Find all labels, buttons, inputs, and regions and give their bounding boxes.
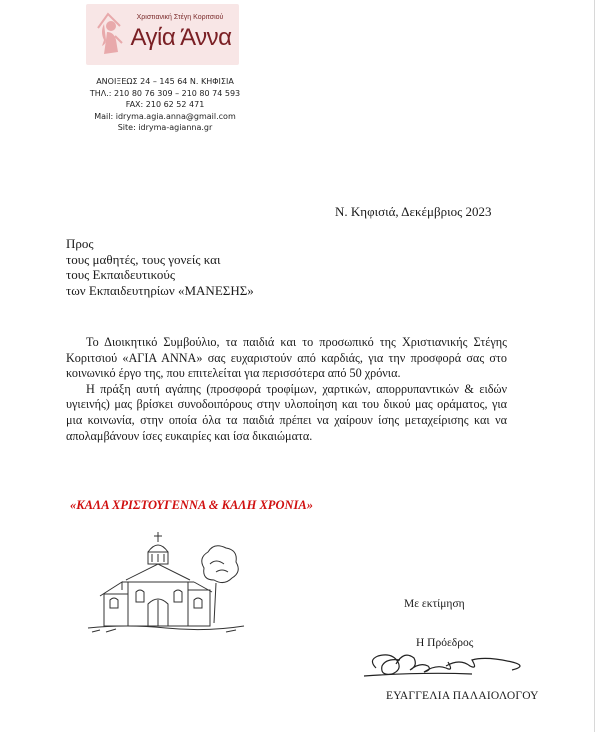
recipient-line: των Εκπαιδευτηρίων «ΜΑΝΕΣΗΣ»	[66, 282, 254, 298]
recipient-line: Προς	[66, 236, 94, 251]
signer-role: Η Πρόεδρος	[416, 637, 474, 649]
letter-body	[66, 335, 507, 444]
contact-mail: Mail: idryma.agia.anna@gmail.com	[94, 111, 236, 121]
signer-name: ΕΥΑΓΓΕΛΙΑ ΠΑΛΑΙΟΛΟΓΟΥ	[386, 690, 539, 702]
recipient-line: τους μαθητές, τους γονείς και	[66, 251, 221, 267]
handwritten-signature-icon	[362, 640, 532, 690]
organization-logo	[86, 4, 239, 65]
contact-site: Site: idryma-agianna.gr	[117, 123, 213, 133]
holiday-greeting: «ΚΑΛΑ ΧΡΙΣΤΟΥΓΕΝΝΑ & ΚΑΛΗ ΧΡΟΝΙΑ»	[70, 498, 313, 512]
recipient-line: τους Εκπαιδευτικούς	[66, 267, 176, 282]
contact-address: ΑΝΟΙΞΕΩΣ 24 – 145 64 Ν. ΚΗΦΙΣΙΑ	[96, 77, 234, 86]
body-paragraph: Η πράξη αυτή αγάπης (προσφορά τροφίμων, χαρτικών, απορρυπαντικών & ειδών υγιεινής) μας βρίσκει συνοδοιπόρους στην υλοποίηση και του δικού μας οράματος, για μια κοινωνία, στην οποία όλα τα παιδιά πρέπει να χαίρουν ίσης μεταχείρισης και να απολαμβάνουν ίσες ευκαιρίες και ίσα δικαιώματα.	[66, 381, 507, 443]
body-paragraph: Το Διοικητικό Συμβούλιο, τα παιδιά και το προσωπικό της Χριστιανικής Στέγης Κοριτσιού «ΑΓΙΑ ΑΝΝΑ» σας ευχαριστούν από καρδιάς, για την προσφορά σας στο κοινωνικό έργο της, που επιτελείται για περισσότερα από 50 χρόνια.	[66, 335, 507, 381]
contact-block	[80, 76, 250, 134]
girl-silhouette-icon	[94, 10, 124, 60]
contact-phone: ΤΗΛ.: 210 80 76 309 – 210 80 74 593	[89, 88, 241, 98]
contact-fax: FAX: 210 62 52 471	[125, 100, 205, 110]
church-sketch-icon	[86, 528, 246, 638]
recipients-block	[66, 236, 254, 298]
closing-text: Με εκτίμηση	[404, 598, 465, 610]
logo-name: Αγία Άννα	[130, 24, 232, 51]
logo-subtitle: Χριστιανική Στέγη Κοριτσιού	[136, 14, 224, 21]
letter-date: Ν. Κηφισιά, Δεκέμβριος 2023	[335, 204, 492, 219]
